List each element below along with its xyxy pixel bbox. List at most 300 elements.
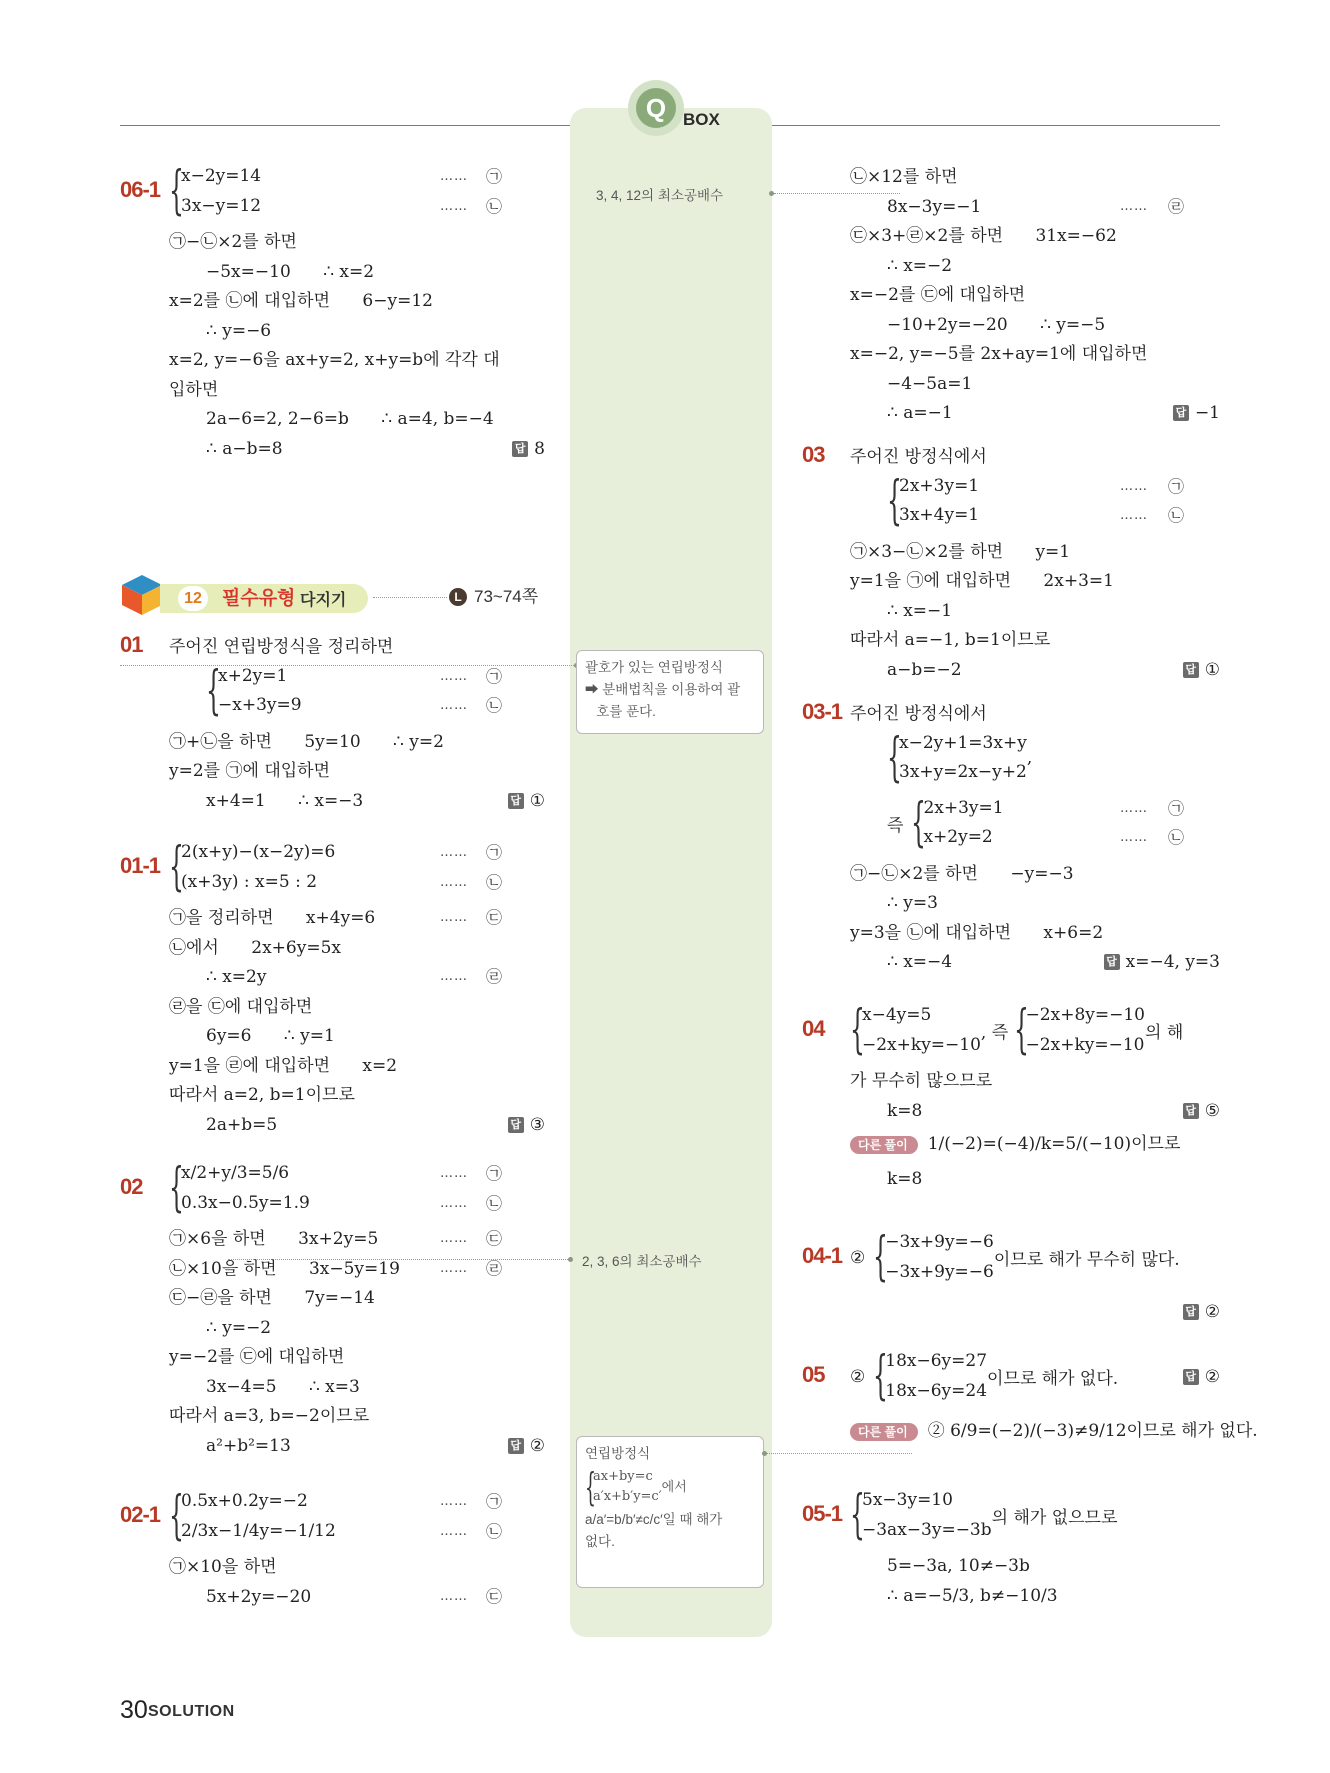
solution-line [169,1552,277,1582]
solution-line [169,903,375,933]
line-text: 5=−3a, 10≠−3b [887,1556,1030,1576]
system-suffix: , [1026,748,1033,768]
dots-leader: …… [440,910,468,925]
page-reference: 73~74쪽 [474,587,539,606]
dots-leader: …… [440,1195,468,1211]
note-box-parentheses [576,650,764,734]
equation: 5x−3y=10 [862,1490,953,1510]
system-rows [1026,1001,1145,1060]
brace-icon: { [850,1000,865,1060]
line-text: 주어진 방정식에서 [850,447,987,467]
answer [1183,1362,1220,1392]
dots-leader: …… [440,845,468,860]
problem-number: 05-1 [802,1501,843,1526]
note-system [585,1465,755,1509]
equation-marker: ㉠ [1168,476,1185,496]
solution-line [850,442,987,472]
solution-line [850,537,1070,567]
system-rows [181,838,335,897]
system-prefix: 즉 [887,815,904,836]
line-text: ㉣을 ㉢에 대입하면 [169,996,313,1017]
system-rows [862,1486,992,1545]
solution-line [169,992,312,1022]
problem-number: 02-1 [120,1502,161,1527]
equation: 3x+y=2x−y+2 [899,762,1027,782]
line-text: ∴ a−b=8 [206,438,283,459]
solution-line [887,655,962,685]
equation-system [850,1486,1117,1545]
dots-leader: …… [1120,478,1148,494]
equation-system [850,1347,1118,1406]
solution-line [887,310,1105,340]
line-text: ∴ y=3 [887,893,938,913]
line-text: a−b=−2 [887,659,962,680]
answer-icon: 답 [512,441,528,457]
equation-marker: ㉠ [486,167,503,186]
brace-icon: { [887,727,902,788]
solution-line [169,1254,400,1284]
solution-line [887,398,953,428]
q-box-column [570,108,772,1637]
solution-line [887,947,952,977]
solution-line [169,1401,369,1431]
solution-line [206,1582,311,1612]
equation-marker: ㉠ [486,666,503,686]
equation: x+2y=2 [923,827,993,847]
equation: 2/3x−1/4y=−1/12 [181,1520,336,1541]
solution-line [206,316,271,346]
answer-value: ② [529,1435,545,1456]
answer-value: ② [1204,1302,1220,1322]
answer [508,1431,545,1461]
dots-leader: …… [440,1166,468,1181]
solution-line [850,280,1025,310]
equation-marker: ㉢ [486,1586,503,1606]
answer-value: ③ [529,1114,545,1135]
note-line: a/a′=b/b′≠c/c′일 때 해가 [585,1512,723,1527]
system-prefix: ② [850,1366,866,1387]
equation-marker: ㉢ [486,908,503,927]
system-rows [593,1467,662,1507]
answer-icon: 답 [508,793,524,809]
answer [508,1110,545,1140]
system-rows [923,794,1003,853]
equation-system [850,1228,1180,1287]
section-leader [373,597,447,598]
line-text: 주어진 연립방정식을 정리하면 [169,637,394,657]
answer-value: ① [529,790,545,811]
equation-marker: ㉣ [1168,196,1185,216]
system-suffix: , 즉 [980,1023,1014,1043]
equation-marker: ㉡ [486,872,503,892]
answer-value: x=−4, y=3 [1125,952,1220,972]
answer-icon: 답 [1104,954,1120,970]
solution-line [206,257,374,287]
equation-system [206,662,302,721]
line-text: ㉠+㉡을 하면 5y=10 ∴ y=2 [169,731,444,752]
q-badge-icon: Q [636,88,676,128]
system-suffix: 이므로 해가 없다. [987,1369,1119,1389]
equation: −3x+9y=−6 [885,1232,994,1252]
line-text: ㉢×3+㉣×2를 하면 31x=−62 [850,226,1117,246]
line-text: y=1을 ㉣에 대입하면 x=2 [169,1055,398,1076]
dots-leader: …… [440,1523,468,1539]
line-text: −10+2y=−20 ∴ y=−5 [887,314,1106,335]
dots-leader: …… [1120,508,1148,523]
section-number: 12 [178,586,208,611]
line-text: 5x+2y=−20 [206,1586,312,1607]
solution-line [169,227,297,257]
line-text: 따라서 a=−1, b=1이므로 [850,630,1051,650]
line-text: ㉠×6을 하면 3x+2y=5 [169,1229,379,1249]
equation: 2(x+y)−(x−2y)=6 [181,842,336,862]
system-prefix: ② [850,1247,866,1268]
answer-value: ⑤ [1204,1100,1220,1121]
brace-icon: { [873,1346,889,1406]
problem-number: 01-1 [120,853,161,878]
section-title: 필수유형 [222,588,296,609]
line-text: −4−5a=1 [887,373,973,394]
system-rows [181,1487,336,1546]
line-text: ㉠×10을 하면 [169,1557,277,1577]
brace-icon: { [911,792,927,853]
equation: x−2y=14 [181,166,262,186]
equation-system [887,794,1004,853]
line-text: x+4=1 ∴ x=−3 [206,790,364,811]
line-text: 주어진 방정식에서 [850,704,987,724]
problem-number: 05 [802,1362,825,1387]
equation-marker: ㉡ [486,1193,503,1213]
equation-marker: ㉠ [1168,798,1185,818]
alternate-solution-badge: 다른 풀이 [850,1423,918,1441]
system-rows [899,729,1027,788]
solution-line [169,1342,344,1372]
leader-line [767,1453,912,1454]
system-suffix: 의 해 [1145,1023,1184,1043]
note-text: 에서 [661,1479,687,1494]
equation-system [169,1159,310,1218]
equation: −3x+9y=−6 [885,1261,994,1282]
alternate-solution-badge: 다른 풀이 [850,1136,918,1154]
system-rows [899,472,979,531]
line-text: 따라서 a=3, b=−2이므로 [169,1406,370,1426]
answer-icon: 답 [1173,405,1189,421]
solution-line [850,859,1074,889]
solution-line [850,699,987,729]
equation: 0.3x−0.5y=1.9 [181,1192,310,1213]
solution-line [887,888,938,918]
answer-icon: 답 [508,1117,524,1133]
line-text: ∴ x=2y [206,967,267,987]
line-text: ㉡×12를 하면 [850,167,958,187]
line-text: ∴ x=−2 [887,255,953,276]
dots-leader: …… [1120,830,1148,845]
line-text: 2a+b=5 [206,1114,278,1135]
solution-line [850,625,1050,655]
line-text: 8x−3y=−1 [887,196,982,217]
note-lcm-3-4-12: 3, 4, 12의 최소공배수 [596,188,724,203]
note-line: 연립방정식 [585,1446,651,1461]
solution-line [206,434,283,464]
solution-line [169,286,433,316]
solution-line [850,162,958,192]
problem-number: 01 [120,632,143,657]
q-box-title: BOX [683,110,720,129]
brace-icon: { [887,470,902,531]
brace-icon: { [1013,1000,1029,1060]
problem-number: 04 [802,1016,825,1041]
dots-leader: …… [440,874,468,890]
line-text: y=3을 ㉡에 대입하면 x+6=2 [850,922,1104,943]
equation: 18x−6y=24 [885,1380,988,1401]
line-text: ∴ x=−4 [887,952,953,972]
equation-marker: ㉢ [486,1229,503,1248]
solution-line [887,1096,922,1126]
line-text: ㉠을 정리하면 x+4y=6 [169,908,376,928]
equation: 18x−6y=27 [885,1351,988,1371]
answer [508,786,545,816]
equation: x+2y=1 [218,665,288,686]
problem-number: 03-1 [802,699,843,724]
note-line: 없다. [585,1534,615,1549]
solution-line [206,1372,360,1402]
solution-line [169,1051,397,1081]
equation-marker: ㉠ [486,1492,503,1511]
equation: −2x+ky=−10 [1025,1034,1145,1055]
answer [512,434,545,464]
equation: (x+3y) : x=5 : 2 [181,871,318,892]
footer-brand: SOLUTION [148,1703,235,1720]
dots-leader: …… [440,698,468,713]
solution-line [850,918,1103,948]
line-text: −5x=−10 ∴ x=2 [206,261,375,282]
problem-number: 03 [802,442,825,467]
answer [1183,1096,1220,1126]
solution-line [887,251,952,281]
equation: 3x+4y=1 [899,505,980,525]
solution-line [887,596,952,626]
equation-marker: ㉠ [486,843,503,862]
problem-number: 04-1 [802,1243,843,1268]
answer-value: ② [1204,1367,1220,1387]
brace-icon: { [169,1158,184,1218]
equation: −2x+ky=−10 [862,1034,981,1055]
dots-leader: …… [1120,198,1148,214]
dots-leader: …… [440,668,468,684]
equation: −x+3y=9 [218,695,302,715]
line-text: a²+b²=13 [206,1435,291,1456]
answer-value: ① [1204,659,1220,680]
answer [1173,398,1220,428]
page-number: 30 [120,1696,148,1724]
equation-system [169,838,335,897]
cube-icon [120,573,164,617]
solution-line [850,1066,992,1096]
answer-value: 8 [534,438,545,459]
solution-line [169,345,500,375]
line-text: x=−2를 ㉢에 대입하면 [850,285,1026,305]
equation: 2x+3y=1 [923,797,1004,818]
equation: −2x+8y=−10 [1025,1005,1145,1025]
system-rows [181,1159,310,1218]
solution-line [169,632,393,662]
answer-icon: 답 [1183,662,1199,678]
solution-line [887,369,972,399]
line-text: ㉠×3−㉡×2를 하면 y=1 [850,541,1071,562]
equation-marker: ㉡ [1168,506,1185,525]
dots-leader: …… [440,1260,468,1276]
line-text: ㉡에서 2x+6y=5x [169,937,341,958]
solution-line [206,1110,277,1140]
problem-number: 02 [120,1174,143,1199]
solution-line [206,1313,271,1343]
line-text: x=2를 ㉡에 대입하면 6−y=12 [169,291,433,311]
brace-icon: { [873,1227,889,1287]
line-text: 6y=6 ∴ y=1 [206,1026,335,1046]
brace-icon: { [169,837,184,897]
solution-line [850,339,1147,369]
equation: ax+by=c [593,1469,653,1484]
equation-marker: ㉣ [486,967,503,986]
line-text: ∴ a=−1 [887,403,953,423]
line-text: 2a−6=2, 2−6=b ∴ a=4, b=−4 [206,409,494,429]
equation-system [169,1487,336,1546]
lesson-icon: L [449,588,467,606]
note-line: 괄호가 있는 연립방정식 [585,660,723,675]
answer-value: −1 [1194,403,1220,423]
equation-marker: ㉡ [1168,828,1185,847]
solution-line [850,1129,1180,1159]
line-text: 입하면 [169,379,219,400]
answer-icon: 답 [508,1438,524,1454]
solution-line [169,1283,375,1313]
line-text: ∴ y=−2 [206,1317,272,1338]
solution-line [887,1581,1058,1611]
dots-leader: …… [440,1494,468,1509]
solution-line [169,756,330,786]
solution-line [169,1224,378,1254]
system-rows [181,162,261,221]
system-rows [885,1228,994,1287]
dots-leader: …… [440,1231,468,1246]
answer [1183,655,1220,685]
solution-line [206,1431,291,1461]
brace-icon: { [169,161,184,221]
solution-line [206,404,494,434]
leader-line [774,193,900,194]
equation-marker: ㉠ [486,1164,503,1183]
line-text: y=−2를 ㉢에 대입하면 [169,1347,345,1367]
equation-marker: ㉡ [486,196,503,216]
line-text: 3x−4=5 ∴ x=3 [206,1376,360,1397]
equation: x−4y=5 [862,1005,932,1025]
line-text: y=1을 ㉠에 대입하면 2x+3=1 [850,571,1114,591]
line-text: ∴ a=−5/3, b≠−10/3 [887,1585,1058,1606]
note-line: ➡ 분배법칙을 이용하여 괄 [585,682,741,697]
solution-line [887,1164,922,1194]
brace-icon: { [850,1485,865,1545]
line-text: 가 무수히 많으므로 [850,1071,993,1091]
section-subtitle: 다지기 [300,592,347,609]
equation-marker: ㉣ [486,1258,503,1278]
equation-system [169,162,261,221]
system-rows [862,1001,981,1060]
system-rows [885,1347,987,1406]
dots-leader: …… [440,198,468,214]
solution-line [850,566,1114,596]
line-text: ㉢−㉣을 하면 7y=−14 [169,1288,375,1308]
dots-leader: …… [440,169,468,184]
leader-line [120,665,576,666]
line-text: ∴ y=−6 [206,320,272,341]
equation: 2x+3y=1 [899,475,980,496]
solution-line [169,933,341,963]
line-text: k=8 [887,1169,923,1189]
equation: x/2+y/3=5/6 [181,1163,290,1183]
equation: 0.5x+0.2y=−2 [181,1491,308,1511]
line-text: 1/(−2)=(−4)/k=5/(−10)이므로 [927,1134,1181,1154]
brace-icon: { [169,1486,184,1546]
system-suffix: 의 해가 없으므로 [991,1508,1118,1528]
line-text: ∴ x=−1 [887,600,953,621]
solution-line [169,727,444,757]
note-line: 호를 푼다. [585,704,656,719]
line-text: k=8 [887,1100,923,1121]
note-box-no-solution [576,1436,764,1588]
dots-leader: …… [1120,800,1148,816]
solution-line [850,1416,1258,1446]
answer-icon: 답 [1183,1304,1199,1320]
solution-line [206,1021,335,1051]
problem-number: 06-1 [120,177,161,202]
line-text: 따라서 a=2, b=1이므로 [169,1085,355,1105]
answer [1104,947,1220,977]
equation: a′x+b′y=c′ [593,1489,662,1504]
answer-icon: 답 [1183,1369,1199,1385]
line-text: ㉠−㉡×2를 하면 [169,232,297,252]
solution-line [887,1551,1030,1581]
brace-icon: { [206,660,221,721]
note-lcm-2-3-6: 2, 3, 6의 최소공배수 [582,1254,702,1269]
solution-line [169,1080,355,1110]
system-rows [218,662,302,721]
line-text: ② 6/9=(−2)/(−3)≠9/12이므로 해가 없다. [927,1421,1258,1441]
line-text: x=−2, y=−5를 2x+ay=1에 대입하면 [850,344,1148,364]
solution-line [206,962,266,992]
line-text: ㉡×10을 하면 3x−5y=19 [169,1258,400,1279]
equation-marker: ㉡ [486,696,503,715]
system-suffix: 이므로 해가 무수히 많다. [993,1250,1180,1270]
solution-line [169,375,218,405]
answer-icon: 답 [1183,1103,1199,1119]
dots-leader: …… [440,1588,468,1604]
solution-line [887,192,981,222]
line-text: ㉠−㉡×2를 하면 −y=−3 [850,863,1074,884]
answer [1183,1297,1220,1327]
equation-system [887,729,1032,788]
solution-line [850,221,1117,251]
dots-leader: …… [440,969,468,984]
equation-system [850,1001,1183,1060]
equation-marker: ㉡ [486,1521,503,1541]
brace-icon: { [585,1465,596,1509]
equation-system [887,472,979,531]
equation: −3ax−3y=−3b [862,1519,992,1540]
line-text: x=2, y=−6을 ax+y=2, x+y=b에 각각 대 [169,350,500,370]
equation: x−2y+1=3x+y [899,732,1027,753]
leader-dot [568,1257,573,1262]
solution-line [206,786,363,816]
